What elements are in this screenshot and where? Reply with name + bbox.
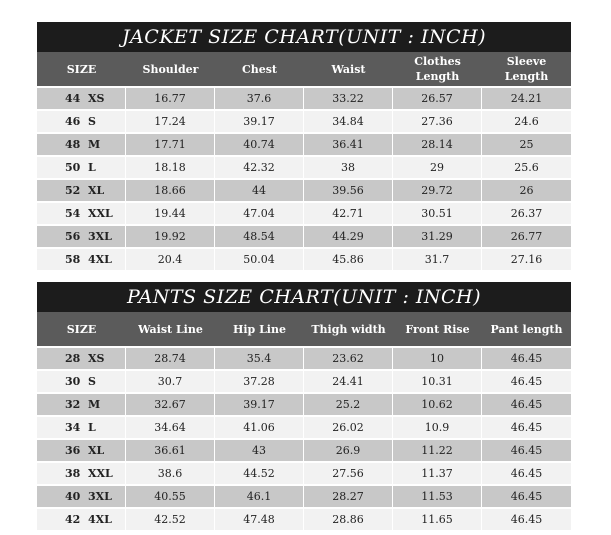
pants-size-chart [37, 282, 571, 530]
table-cell: 30.7 [126, 371, 215, 392]
table-cell: 47.04 [215, 203, 304, 224]
table-cell: 25 [519, 138, 534, 151]
table-cell: 50.04 [215, 249, 304, 270]
size-cell: 48 M [37, 134, 126, 155]
size-cell: 56 3XL [37, 226, 126, 247]
table-cell: 46.1 [215, 486, 304, 507]
table-row [37, 111, 571, 132]
table-cell: 10.62 [393, 394, 482, 415]
table-row [37, 440, 571, 461]
table-cell: 26.37 [510, 207, 543, 220]
size-cell: 58 4XL [37, 249, 126, 270]
table-cell: 48.54 [215, 226, 304, 247]
table-cell: 26.77 [510, 230, 543, 243]
pants-header-3: Thigh width [311, 322, 386, 336]
table-row [37, 509, 571, 530]
table-cell: 33.22 [304, 88, 393, 109]
jacket-header-2: Chest [241, 62, 278, 76]
table-cell: 29 [393, 157, 482, 178]
table-cell: 11.65 [393, 509, 482, 530]
table-cell: 27.16 [510, 253, 543, 266]
size-cell: 42 4XL [37, 509, 126, 530]
table-cell: 11.22 [393, 440, 482, 461]
table-cell: 17.71 [126, 134, 215, 155]
table-cell: 29.72 [393, 180, 482, 201]
table-cell: 24.21 [510, 92, 543, 105]
table-cell: 41.06 [215, 417, 304, 438]
size-cell: 32 M [37, 394, 126, 415]
table-cell: 36.61 [126, 440, 215, 461]
table-cell: 10.9 [393, 417, 482, 438]
table-cell: 45.86 [304, 249, 393, 270]
table-cell: 10.31 [393, 371, 482, 392]
table-cell: 42.71 [304, 203, 393, 224]
jacket-header-4: Clothes Length [414, 55, 461, 83]
table-row [37, 203, 571, 224]
table-row [37, 88, 571, 109]
table-cell: 27.36 [393, 111, 482, 132]
table-cell: 17.24 [126, 111, 215, 132]
table-cell: 46.45 [510, 398, 543, 411]
size-cell: 40 3XL [37, 486, 126, 507]
table-cell: 28.74 [126, 348, 215, 369]
jacket-header-0: SIZE [66, 62, 97, 76]
table-row [37, 417, 571, 438]
table-cell: 24.6 [514, 115, 539, 128]
pants-header-5: Pant length [490, 322, 563, 336]
table-cell: 28.14 [393, 134, 482, 155]
table-cell: 25.6 [514, 161, 539, 174]
table-cell: 46.45 [510, 513, 543, 526]
size-cell: 28 XS [37, 348, 126, 369]
table-cell: 11.37 [393, 463, 482, 484]
pants-header-1: Waist Line [138, 322, 203, 336]
table-cell: 40.74 [215, 134, 304, 155]
jacket-chart-title: JACKET SIZE CHART(UNIT : INCH) [37, 22, 571, 52]
table-cell: 42.32 [215, 157, 304, 178]
size-cell: 44 XS [37, 88, 126, 109]
table-row [37, 348, 571, 369]
pants-header-0: SIZE [66, 322, 97, 336]
size-cell: 34 L [37, 417, 126, 438]
table-row [37, 486, 571, 507]
jacket-header-5: Sleeve Length [504, 55, 549, 83]
jacket-size-chart [37, 22, 571, 270]
table-cell: 46.45 [510, 444, 543, 457]
size-cell: 46 S [37, 111, 126, 132]
jacket-header-row [37, 52, 571, 86]
table-cell: 46.45 [510, 375, 543, 388]
table-cell: 37.6 [215, 88, 304, 109]
table-cell: 31.7 [393, 249, 482, 270]
size-cell: 54 XXL [37, 203, 126, 224]
table-cell: 26.9 [304, 440, 393, 461]
table-cell: 46.45 [510, 490, 543, 503]
table-row [37, 249, 571, 270]
table-cell: 38.6 [126, 463, 215, 484]
jacket-header-1: Shoulder [142, 62, 199, 76]
size-cell: 50 L [37, 157, 126, 178]
table-cell: 10 [393, 348, 482, 369]
table-cell: 25.2 [304, 394, 393, 415]
size-cell: 52 XL [37, 180, 126, 201]
table-cell: 26.02 [304, 417, 393, 438]
table-cell: 38 [304, 157, 393, 178]
pants-header-4: Front Rise [405, 322, 470, 336]
table-cell: 24.41 [304, 371, 393, 392]
table-cell: 42.52 [126, 509, 215, 530]
table-cell: 26.57 [393, 88, 482, 109]
table-row [37, 371, 571, 392]
table-cell: 26 [519, 184, 534, 197]
table-cell: 30.51 [393, 203, 482, 224]
table-row [37, 226, 571, 247]
table-cell: 44 [215, 180, 304, 201]
table-cell: 39.17 [215, 111, 304, 132]
table-cell: 28.86 [304, 509, 393, 530]
table-cell: 39.56 [304, 180, 393, 201]
table-cell: 28.27 [304, 486, 393, 507]
table-cell: 44.29 [304, 226, 393, 247]
table-cell: 18.18 [126, 157, 215, 178]
pants-header-2: Hip Line [232, 322, 286, 336]
pants-table-body [37, 346, 571, 530]
table-row [37, 463, 571, 484]
table-cell: 40.55 [126, 486, 215, 507]
size-cell: 30 S [37, 371, 126, 392]
table-cell: 27.56 [304, 463, 393, 484]
table-cell: 43 [215, 440, 304, 461]
table-cell: 47.48 [215, 509, 304, 530]
table-cell: 37.28 [215, 371, 304, 392]
table-cell: 11.53 [393, 486, 482, 507]
table-cell: 31.29 [393, 226, 482, 247]
pants-chart-title: PANTS SIZE CHART(UNIT : INCH) [37, 282, 571, 312]
table-cell: 46.45 [510, 352, 543, 365]
size-cell: 36 XL [37, 440, 126, 461]
table-row [37, 134, 571, 155]
table-cell: 44.52 [215, 463, 304, 484]
jacket-table-body [37, 86, 571, 270]
table-cell: 20.4 [126, 249, 215, 270]
table-cell: 34.84 [304, 111, 393, 132]
table-row [37, 157, 571, 178]
table-row [37, 394, 571, 415]
table-cell: 46.45 [510, 467, 543, 480]
table-cell: 19.44 [126, 203, 215, 224]
pants-header-row [37, 312, 571, 346]
table-cell: 39.17 [215, 394, 304, 415]
table-cell: 46.45 [510, 421, 543, 434]
table-cell: 23.62 [304, 348, 393, 369]
table-cell: 32.67 [126, 394, 215, 415]
size-cell: 38 XXL [37, 463, 126, 484]
table-cell: 16.77 [126, 88, 215, 109]
table-cell: 19.92 [126, 226, 215, 247]
table-row [37, 180, 571, 201]
table-cell: 36.41 [304, 134, 393, 155]
table-cell: 34.64 [126, 417, 215, 438]
table-cell: 18.66 [126, 180, 215, 201]
table-cell: 35.4 [215, 348, 304, 369]
jacket-header-3: Waist [331, 62, 366, 76]
